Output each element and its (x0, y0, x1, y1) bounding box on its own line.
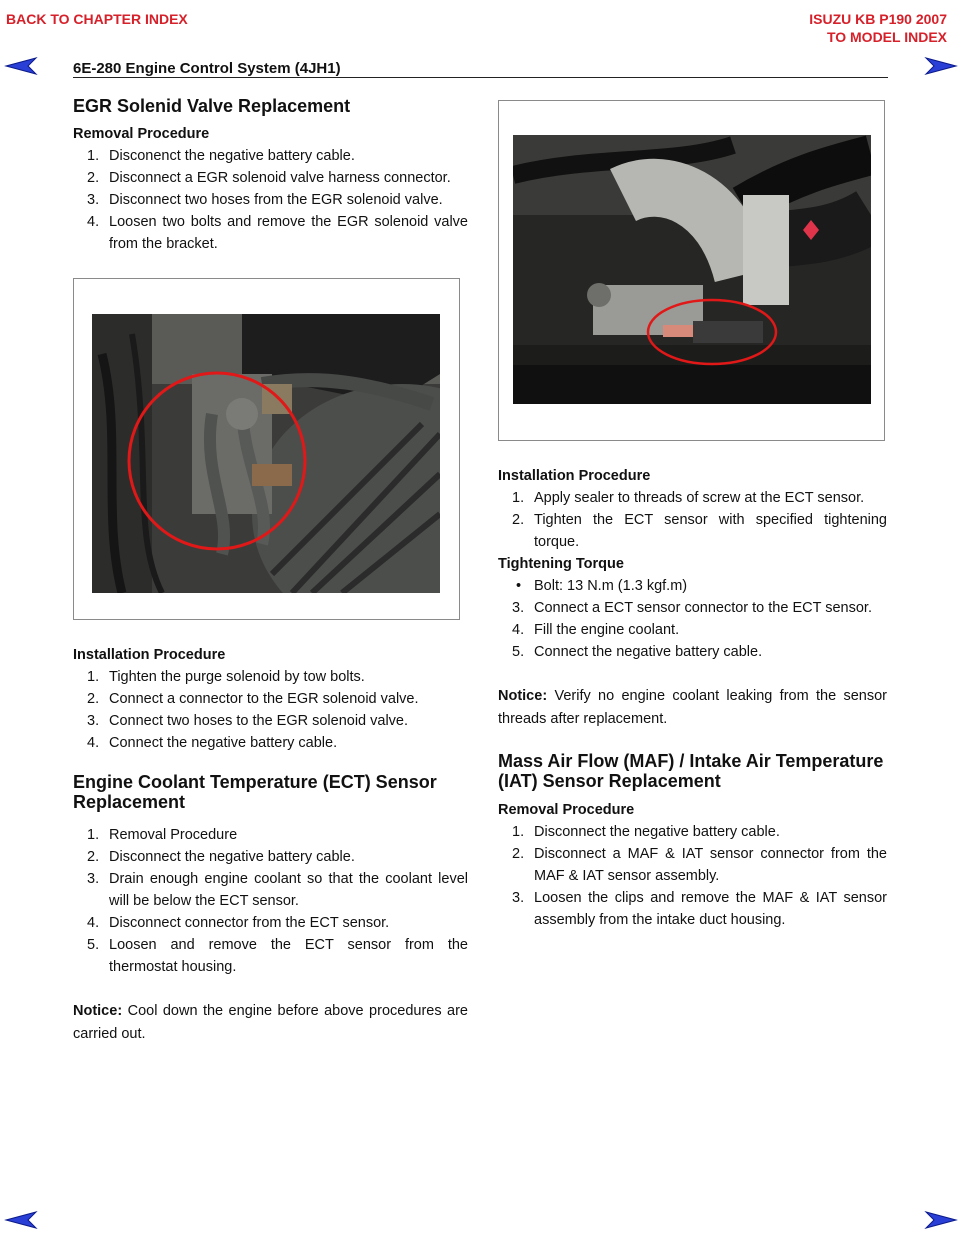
previous-page-arrow-icon[interactable] (4, 56, 38, 76)
ect-section-title: Engine Coolant Temperature (ECT) Sensor Replacement (73, 772, 437, 812)
list-item: 5. Connect the negative battery cable. (512, 644, 763, 660)
back-to-chapter-index-link[interactable]: BACK TO CHAPTER INDEX (6, 11, 188, 27)
list-item: 1. Removal Procedure (87, 827, 238, 843)
list-item: • Bolt: 13 N.m (1.3 kgf.m) (516, 578, 688, 594)
ect-notice-2 (498, 685, 887, 731)
maf-section-title: Mass Air Flow (MAF) / Intake Air Temperature (IAT) Sensor Replacement (498, 751, 884, 791)
ect-installation-title: Installation Procedure (498, 468, 651, 484)
tightening-torque-title: Tightening Torque (498, 556, 624, 572)
list-item: 3. Disconnect two hoses from the EGR solenoid valve. (87, 192, 443, 208)
header-divider (73, 77, 888, 78)
to-model-index-link[interactable]: TO MODEL INDEX (826, 29, 947, 45)
ect-sensor-figure (498, 100, 885, 441)
list-item: 1. Disconenct the negative battery cable. (87, 148, 355, 164)
list-item: 4. Fill the engine coolant. (512, 622, 680, 638)
notice-text: Verify no engine coolant leaking from the sensor threads after replacement. (498, 688, 887, 727)
egr-section-title: EGR Solenid Valve Replacement (73, 96, 351, 116)
left-column (73, 96, 468, 1046)
list-item: 1. Disconnect the negative battery cable. (512, 824, 780, 840)
ect-sensor-photo (513, 135, 871, 404)
list-item: 4. Disconnect connector from the ECT sensor. (87, 915, 390, 931)
next-page-arrow-icon-bottom[interactable] (924, 1210, 958, 1230)
egr-solenoid-valve-photo (92, 314, 440, 593)
torque-list (498, 575, 887, 597)
list-item: 1. Apply sealer to threads of screw at the ECT sensor. (512, 490, 865, 506)
list-item: 2. Tighten the ECT sensor with specified tightening torque. (512, 512, 887, 550)
page-header-title: 6E-280 Engine Control System (4JH1) (73, 60, 341, 77)
notice-text: Cool down the engine before above procedures are carried out. (73, 1003, 468, 1042)
next-page-arrow-icon[interactable] (924, 56, 958, 76)
list-item: 2. Disconnect a MAF & IAT sensor connector from the MAF & IAT sensor assembly. (512, 846, 887, 884)
egr-installation-title: Installation Procedure (73, 647, 226, 663)
egr-removal-title: Removal Procedure (73, 126, 210, 142)
list-item: 3. Connect two hoses to the EGR solenoid valve. (87, 713, 409, 729)
egr-removal-list (73, 145, 468, 255)
notice-label: Notice: (498, 688, 548, 704)
list-item: 3. Drain enough engine coolant so that the coolant level will be below the ECT sensor. (87, 871, 468, 909)
list-item: 4. Connect the negative battery cable. (87, 735, 338, 751)
list-item: 2. Connect a connector to the EGR solenoid valve. (87, 691, 419, 707)
list-item: 2. Disconnect the negative battery cable. (87, 849, 355, 865)
list-item: 1. Tighten the purge solenoid by tow bolts. (87, 669, 365, 685)
ect-installation-list-cont (498, 597, 887, 663)
maf-removal-list (498, 821, 887, 931)
ect-removal-list (73, 824, 468, 978)
previous-page-arrow-icon-bottom[interactable] (4, 1210, 38, 1230)
right-column (498, 96, 887, 931)
list-item: 2. Disconnect a EGR solenoid valve harness connector. (87, 170, 451, 186)
list-item: 3. Loosen the clips and remove the MAF & IAT sensor assembly from the intake duct housing. (512, 890, 887, 928)
ect-notice (73, 1000, 468, 1046)
egr-installation-list (73, 666, 468, 754)
list-item: 4. Loosen two bolts and remove the EGR solenoid valve from the bracket. (87, 214, 468, 252)
list-item: 5. Loosen and remove the ECT sensor from the thermostat housing. (87, 937, 468, 975)
list-item: 3. Connect a ECT sensor connector to the ECT sensor. (512, 600, 872, 616)
notice-label: Notice: (73, 1003, 123, 1019)
ect-installation-list (498, 487, 887, 553)
model-title-link[interactable]: ISUZU KB P190 2007 (809, 11, 947, 27)
egr-solenoid-valve-figure (73, 278, 460, 620)
maf-removal-title: Removal Procedure (498, 802, 635, 818)
